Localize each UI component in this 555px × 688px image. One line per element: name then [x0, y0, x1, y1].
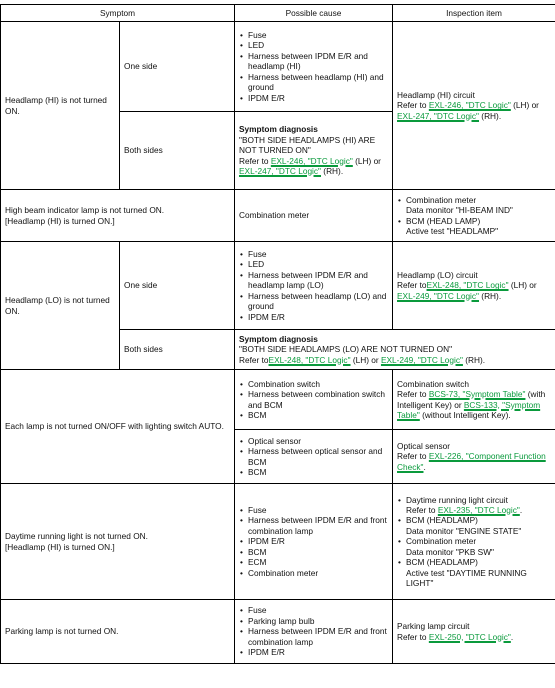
table-row — [1, 190, 555, 242]
list-item: • BCM (HEADLAMP) Active test "DAYTIME RUNNING LIGHT" — [397, 557, 551, 588]
table-row — [1, 242, 555, 330]
list-item: • Harness between IPDM E/R and front combination lamp — [239, 515, 388, 536]
list-item: • BCM (HEADLAMP) Data monitor "ENGINE STATE" — [397, 515, 551, 536]
inspection-cell: Parking lamp circuit Refer to EXL-250, "DTC Logic". — [393, 600, 555, 664]
reference-link[interactable]: EXL-248, "DTC Logic" — [268, 354, 351, 365]
reference-link[interactable]: EXL-247, "DTC Logic" — [239, 166, 321, 177]
list-item: • Optical sensor — [239, 436, 388, 446]
list-item: • Harness between combination switch and BCM — [239, 389, 388, 410]
cause-list — [239, 249, 388, 322]
table-row — [1, 600, 555, 664]
list-item: • Combination meter Data monitor "PKB SW" — [397, 536, 551, 557]
cause-list — [239, 436, 388, 478]
list-item: • Harness between IPDM E/R and front combination lamp — [239, 626, 388, 647]
inspection-cell: Optical sensor Refer to EXL-226, "Component Function Check". — [393, 430, 555, 484]
condition-cell: Both sides — [120, 330, 235, 370]
table-row — [1, 22, 555, 112]
inspection-cell: Headlamp (LO) circuit Refer toEXL-248, "DTC Logic" (LH) or EXL-249, "DTC Logic" (RH). — [393, 242, 555, 330]
list-item: • Daytime running light circuit Refer to EXL-235, "DTC Logic". — [397, 495, 551, 516]
reference-link[interactable]: EXL-246, "DTC Logic" — [270, 155, 353, 166]
reference-link[interactable]: EXL-246, "DTC Logic" — [428, 100, 511, 111]
diagnosis-title: Symptom diagnosis — [239, 333, 318, 344]
inspection-cell: Combination switch Refer to BCS-73, "Symptom Table" (with Intelligent Key) or BCS-133, "Symptom Table" (without Intelligent Key). — [393, 370, 555, 430]
list-item: • BCM — [239, 547, 388, 557]
table-row — [1, 484, 555, 600]
list-item: • LED — [239, 259, 388, 269]
cause-list — [239, 30, 388, 103]
cause-list — [239, 379, 388, 421]
list-item: • IPDM E/R — [239, 647, 388, 657]
symptom-cell: Each lamp is not turned ON/OFF with lighting switch AUTO. — [1, 370, 235, 484]
inspection-cell — [393, 190, 555, 242]
cause-cell — [235, 430, 393, 484]
inspection-cell: Headlamp (HI) circuit Refer to EXL-246, "DTC Logic" (LH) or EXL-247, "DTC Logic" (RH). — [393, 22, 555, 190]
cause-cell — [235, 484, 393, 600]
list-item: • IPDM E/R — [239, 536, 388, 546]
table-row — [1, 370, 555, 430]
table-header-row — [1, 5, 555, 22]
list-item: • Harness between IPDM E/R and headlamp lamp (LO) — [239, 270, 388, 291]
header-possible-cause: Possible cause — [235, 5, 393, 22]
reference-link[interactable]: EXL-250, "DTC Logic" — [428, 631, 511, 642]
list-item: • ECM — [239, 557, 388, 567]
symptom-cell: High beam indicator lamp is not turned ON. [Headlamp (HI) is turned ON.] — [1, 190, 235, 242]
list-item: • Parking lamp bulb — [239, 616, 388, 626]
inspection-list — [397, 195, 551, 237]
reference-link[interactable]: EXL-248, "DTC Logic" — [426, 280, 509, 291]
reference-link[interactable]: EXL-226, "Component Function Check" — [397, 451, 546, 472]
cause-cell — [235, 242, 393, 330]
symptom-cell: Headlamp (LO) is not turned ON. — [1, 242, 120, 370]
symptom-cell: Parking lamp is not turned ON. — [1, 600, 235, 664]
list-item: • BCM — [239, 467, 388, 477]
reference-link[interactable]: BCS-133, "Symptom Table" — [397, 399, 541, 420]
condition-cell: One side — [120, 22, 235, 112]
header-symptom: Symptom — [1, 5, 235, 22]
cause-cell: Symptom diagnosis "BOTH SIDE HEADLAMPS (HI) ARE NOT TURNED ON" Refer to EXL-246, "DTC Logic" (LH) or EXL-247, "DTC Logic" (RH). — [235, 112, 393, 190]
reference-link[interactable]: EXL-249, "DTC Logic" — [397, 290, 479, 301]
condition-cell: One side — [120, 242, 235, 330]
list-item: • BCM (HEAD LAMP) Active test "HEADLAMP" — [397, 216, 551, 237]
cause-list — [239, 605, 388, 657]
list-item: • Harness between optical sensor and BCM — [239, 446, 388, 467]
header-inspection-item: Inspection item — [393, 5, 555, 22]
cause-cell — [235, 600, 393, 664]
list-item: • IPDM E/R — [239, 312, 388, 322]
list-item: • Harness between headlamp (LO) and ground — [239, 291, 388, 312]
diagnosis-title: Symptom diagnosis — [239, 124, 318, 135]
list-item: • Fuse — [239, 30, 388, 40]
condition-cell: Both sides — [120, 112, 235, 190]
list-item: • Harness between IPDM E/R and headlamp (HI) — [239, 51, 388, 72]
list-item: • BCM — [239, 410, 388, 420]
cause-cell: Symptom diagnosis "BOTH SIDE HEADLAMPS (LO) ARE NOT TURNED ON" Refer toEXL-248, "DTC Logic" (LH) or EXL-249, "DTC Logic" (RH). — [235, 330, 555, 370]
cause-cell — [235, 22, 393, 112]
reference-link[interactable]: EXL-235, "DTC Logic" — [437, 505, 520, 516]
symptom-cell: Daytime running light is not turned ON. [Headlamp (HI) is turned ON.] — [1, 484, 235, 600]
reference-link[interactable]: EXL-249, "DTC Logic" — [380, 354, 463, 365]
list-item: • IPDM E/R — [239, 93, 388, 103]
list-item: • Combination switch — [239, 379, 388, 389]
cause-cell — [235, 370, 393, 430]
list-item: • Fuse — [239, 249, 388, 259]
list-item: • LED — [239, 40, 388, 50]
inspection-cell — [393, 484, 555, 600]
list-item: • Combination meter Data monitor "HI-BEAM IND" — [397, 195, 551, 216]
list-item: • Harness between headlamp (HI) and ground — [239, 72, 388, 93]
list-item: • Fuse — [239, 605, 388, 615]
reference-link[interactable]: BCS-73, "Symptom Table" — [428, 389, 526, 400]
cause-list — [239, 505, 388, 578]
list-item: • Fuse — [239, 505, 388, 515]
inspection-list — [397, 495, 551, 589]
cause-cell: Combination meter — [235, 190, 393, 242]
reference-link[interactable]: EXL-247, "DTC Logic" — [397, 110, 479, 121]
symptom-cell: Headlamp (HI) is not turned ON. — [1, 22, 120, 190]
diagnosis-table — [0, 4, 555, 664]
list-item: • Combination meter — [239, 568, 388, 578]
